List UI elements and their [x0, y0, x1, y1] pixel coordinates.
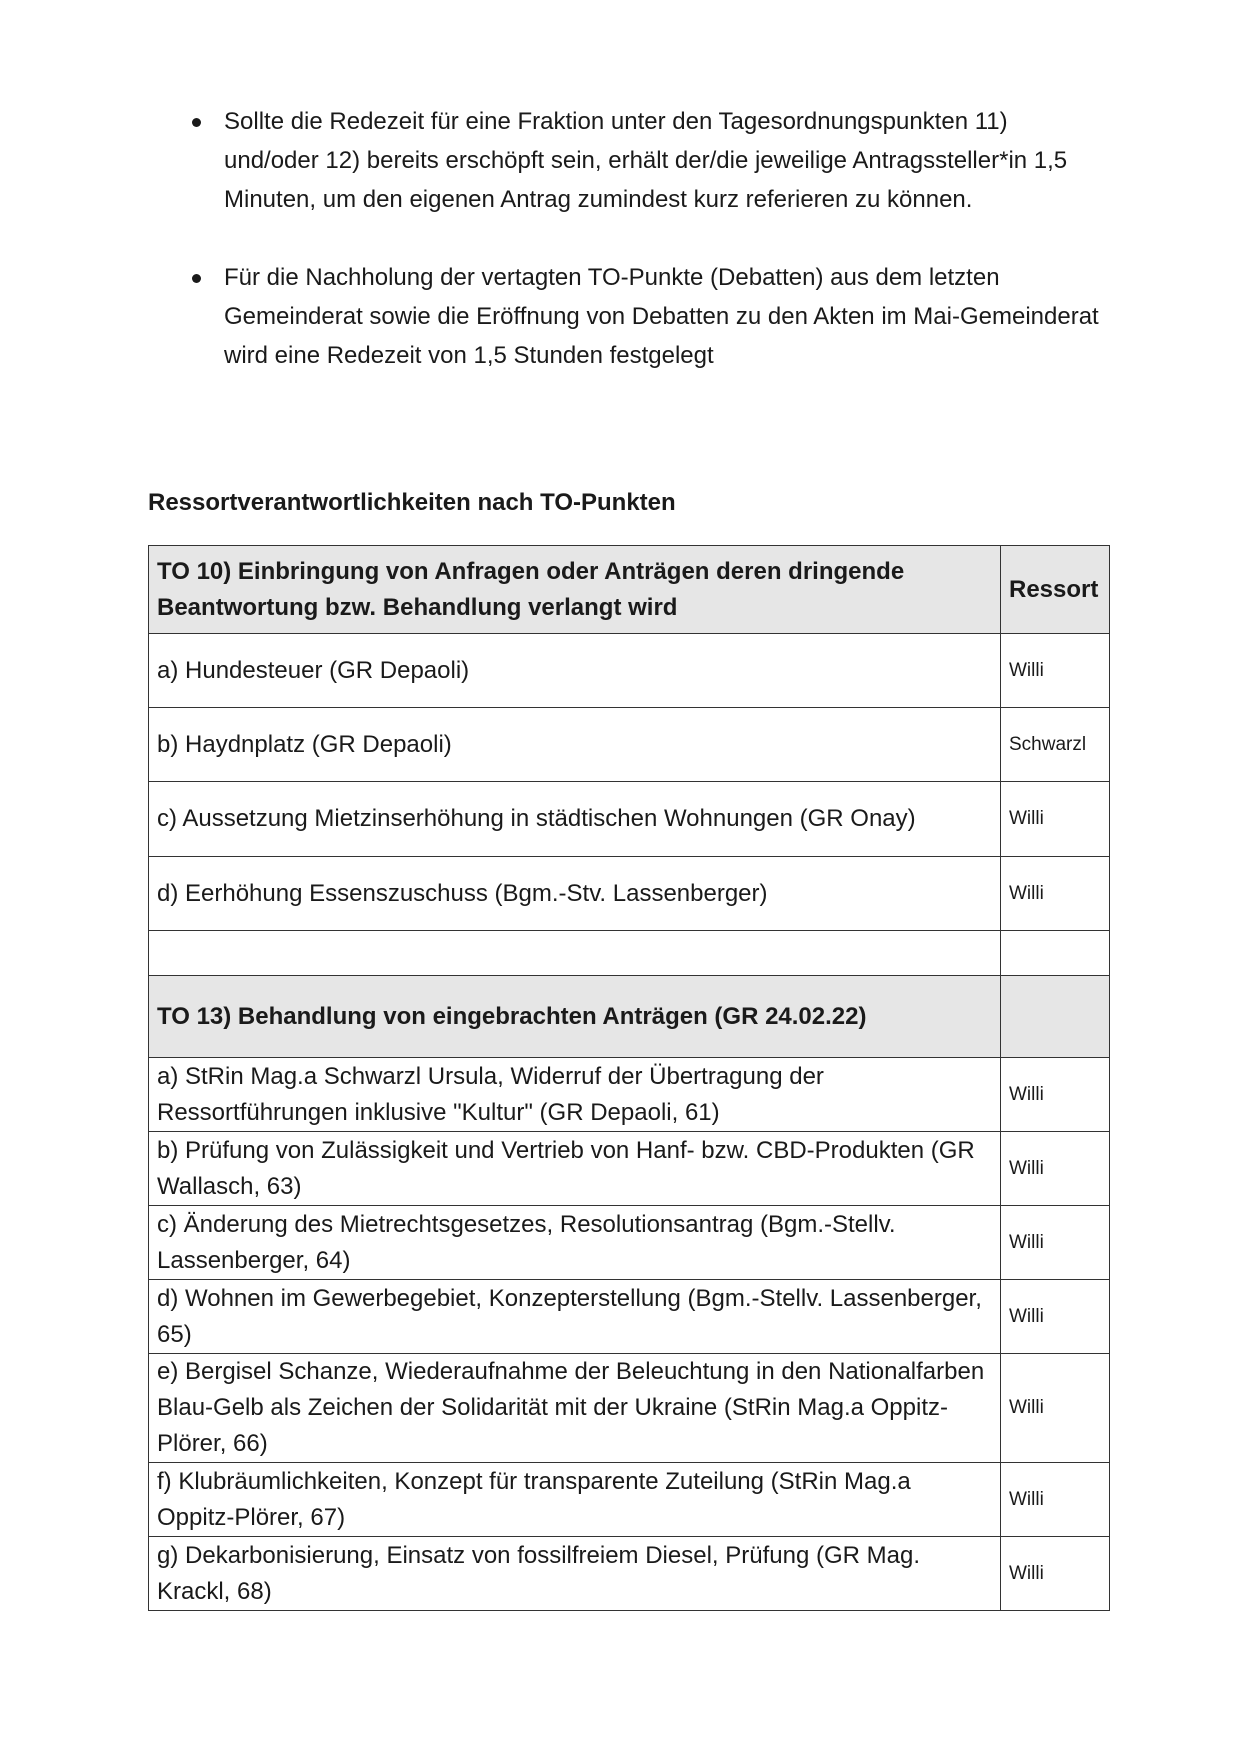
responsibility-table	[148, 545, 1110, 1611]
table-row	[149, 1132, 1110, 1206]
ressort-header: Ressort	[1001, 546, 1110, 634]
table-row	[149, 1058, 1110, 1132]
empty-header-cell	[1001, 976, 1110, 1058]
ressort-cell: Willi	[1001, 1058, 1110, 1132]
table-row	[149, 1206, 1110, 1280]
bullet-icon	[192, 274, 201, 283]
table-header-row	[149, 976, 1110, 1058]
ressort-cell: Willi	[1001, 1132, 1110, 1206]
ressort-cell: Willi	[1001, 1280, 1110, 1354]
table-row	[149, 1354, 1110, 1463]
table-row	[149, 1537, 1110, 1611]
ressort-cell: Willi	[1001, 1537, 1110, 1611]
item-cell: a) Hundesteuer (GR Depaoli)	[149, 634, 1001, 708]
item-cell: b) Prüfung von Zulässigkeit und Vertrieb von Hanf- bzw. CBD-Produkten (GR Wallasch, 63)	[149, 1132, 1001, 1206]
bullet-list	[182, 102, 1102, 414]
item-cell: d) Wohnen im Gewerbegebiet, Konzepterstellung (Bgm.-Stellv. Lassenberger, 65)	[149, 1280, 1001, 1354]
table-row	[149, 634, 1110, 708]
bullet-item	[182, 102, 1102, 219]
empty-cell	[149, 931, 1001, 976]
item-cell: a) StRin Mag.a Schwarzl Ursula, Widerruf der Übertragung der Ressortführungen inklusive "Kultur" (GR Depaoli, 61)	[149, 1058, 1001, 1132]
ressort-cell: Willi	[1001, 1463, 1110, 1537]
bullet-icon	[192, 118, 201, 127]
bullet-item	[182, 258, 1102, 375]
ressort-cell: Willi	[1001, 634, 1110, 708]
item-cell: g) Dekarbonisierung, Einsatz von fossilfreiem Diesel, Prüfung (GR Mag. Krackl, 68)	[149, 1537, 1001, 1611]
bullet-text: Sollte die Redezeit für eine Fraktion unter den Tagesordnungspunkten 11) und/oder 12) bereits erschöpft sein, erhält der/die jeweilige Antragssteller*in 1,5 Minuten, um den eigenen Antrag zumindest kurz referieren zu können.	[224, 108, 1068, 213]
table-header-row	[149, 546, 1110, 634]
empty-cell	[1001, 931, 1110, 976]
bullet-text: Für die Nachholung der vertagten TO-Punkte (Debatten) aus dem letzten Gemeinderat sowie die Eröffnung von Debatten zu den Akten im Mai-Gemeinderat wird eine Redezeit von 1,5 Stunden festgelegt	[224, 264, 1099, 369]
empty-row	[149, 931, 1110, 976]
ressort-cell: Willi	[1001, 1354, 1110, 1463]
item-cell: f) Klubräumlichkeiten, Konzept für transparente Zuteilung (StRin Mag.a Oppitz-Plörer, 67)	[149, 1463, 1001, 1537]
item-cell: d) Eerhöhung Essenszuschuss (Bgm.-Stv. Lassenberger)	[149, 857, 1001, 931]
ressort-cell: Schwarzl	[1001, 708, 1110, 782]
ressort-cell: Willi	[1001, 857, 1110, 931]
ressort-cell: Willi	[1001, 782, 1110, 857]
section-heading: Ressortverantwortlichkeiten nach TO-Punkten	[148, 489, 676, 516]
item-cell: c) Änderung des Mietrechtsgesetzes, Resolutionsantrag (Bgm.-Stellv. Lassenberger, 64)	[149, 1206, 1001, 1280]
to13-title: TO 13) Behandlung von eingebrachten Anträgen (GR 24.02.22)	[149, 976, 1001, 1058]
to10-title: TO 10) Einbringung von Anfragen oder Anträgen deren dringende Beantwortung bzw. Behandlung verlangt wird	[149, 546, 1001, 634]
table-row	[149, 857, 1110, 931]
table-row	[149, 1280, 1110, 1354]
table-row	[149, 1463, 1110, 1537]
item-cell: c) Aussetzung Mietzinserhöhung in städtischen Wohnungen (GR Onay)	[149, 782, 1001, 857]
ressort-cell: Willi	[1001, 1206, 1110, 1280]
item-cell: b) Haydnplatz (GR Depaoli)	[149, 708, 1001, 782]
item-cell: e) Bergisel Schanze, Wiederaufnahme der Beleuchtung in den Nationalfarben Blau-Gelb als Zeichen der Solidarität mit der Ukraine (StRin Mag.a Oppitz-Plörer, 66)	[149, 1354, 1001, 1463]
table-row	[149, 782, 1110, 857]
table-row	[149, 708, 1110, 782]
